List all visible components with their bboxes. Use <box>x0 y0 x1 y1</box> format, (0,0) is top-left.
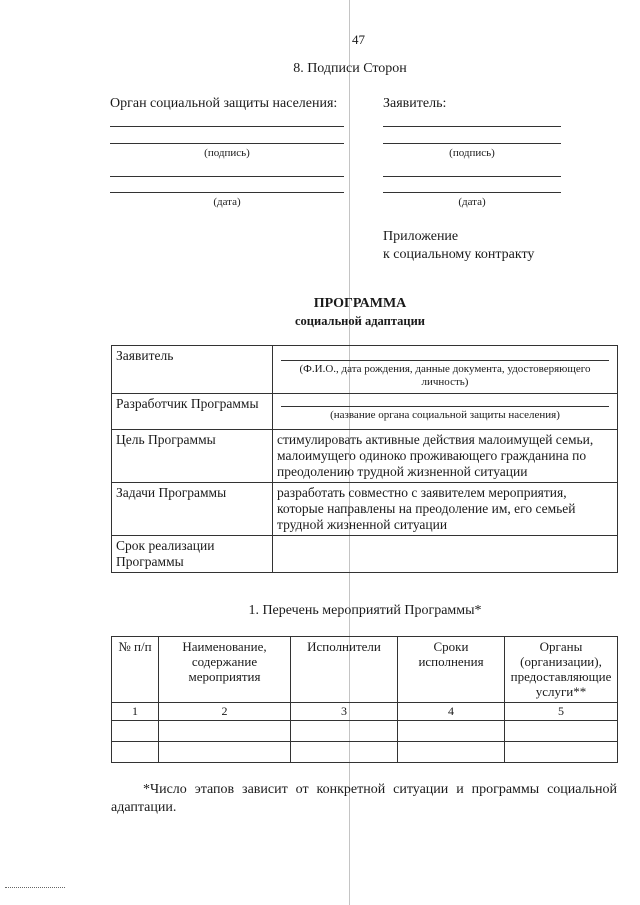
developer-cell <box>273 394 618 430</box>
program-subtitle: социальной адаптации <box>295 314 425 328</box>
activities-table <box>111 636 618 763</box>
term-value <box>273 536 618 573</box>
appendix-line-1: Приложение <box>383 229 459 244</box>
authority-signature-line-2 <box>110 143 344 144</box>
authority-date-caption: (дата) <box>213 196 241 208</box>
applicant-caption: (Ф.И.О., дата рождения, данные документа, удостоверяющего личность) <box>299 363 591 388</box>
column-number-4: 4 <box>398 703 505 721</box>
tasks-row <box>112 483 618 536</box>
column-number-1: 1 <box>112 703 159 721</box>
developer-fill-line <box>281 406 609 407</box>
column-number-5: 5 <box>505 703 618 721</box>
authority-date-line-1 <box>110 176 344 177</box>
applicant-row <box>112 346 618 394</box>
applicant-cell <box>273 346 618 394</box>
margin-mark <box>5 887 65 888</box>
applicant-signature-caption: (подпись) <box>449 147 495 159</box>
activities-number-row <box>112 703 618 721</box>
tasks-value: разработать совместно с заявителем мероприятия, которые направлены на преодоление им, его семьей трудной жизненной ситуации <box>273 483 618 536</box>
goal-label: Цель Программы <box>112 430 273 483</box>
program-info-table <box>111 345 618 573</box>
column-number-3: 3 <box>291 703 398 721</box>
page-number: 47 <box>352 32 365 47</box>
goal-value: стимулировать активные действия малоимущей семьи, малоимущего одиноко проживающего гражданина по преодолению трудной жизненной ситуации <box>273 430 618 483</box>
header-terms: Сроки исполнения <box>398 637 505 703</box>
authority-date-line-2 <box>110 192 344 193</box>
developer-label: Разработчик Программы <box>112 394 273 430</box>
applicant-date-caption: (дата) <box>458 196 486 208</box>
footnote: *Число этапов зависит от конкретной ситуации и программы социальной адаптации. <box>111 782 617 815</box>
term-label: Срок реализации Программы <box>112 536 273 573</box>
term-row <box>112 536 618 573</box>
header-activity: Наименование, содержание мероприятия <box>159 637 291 703</box>
authority-signature-line-1 <box>110 126 344 127</box>
developer-caption: (название органа социальной защиты населения) <box>330 409 560 421</box>
authority-signature-caption: (подпись) <box>204 147 250 159</box>
section-title: 8. Подписи Сторон <box>293 61 407 76</box>
program-title: ПРОГРАММА <box>313 296 407 311</box>
authority-signature-label: Орган социальной защиты населения: <box>110 96 338 111</box>
header-executors: Исполнители <box>291 637 398 703</box>
applicant-signature-line-2 <box>383 143 561 144</box>
activities-header-row <box>112 637 618 703</box>
table-row <box>112 742 618 763</box>
header-organizations: Органы (организации), предоставляющие услуги** <box>505 637 618 703</box>
goal-row <box>112 430 618 483</box>
developer-row <box>112 394 618 430</box>
table-row <box>112 721 618 742</box>
appendix-line-2: к социальному контракту <box>383 247 535 262</box>
column-number-2: 2 <box>159 703 291 721</box>
applicant-fill-line <box>281 360 609 361</box>
tasks-label: Задачи Программы <box>112 483 273 536</box>
applicant-signature-label: Заявитель: <box>383 96 447 111</box>
applicant-signature-line-1 <box>383 126 561 127</box>
header-number: № п/п <box>112 637 159 703</box>
applicant-date-line-2 <box>383 192 561 193</box>
appendix-note <box>383 228 534 264</box>
applicant-label: Заявитель <box>112 346 273 394</box>
activities-title: 1. Перечень мероприятий Программы* <box>248 603 482 618</box>
applicant-date-line-1 <box>383 176 561 177</box>
